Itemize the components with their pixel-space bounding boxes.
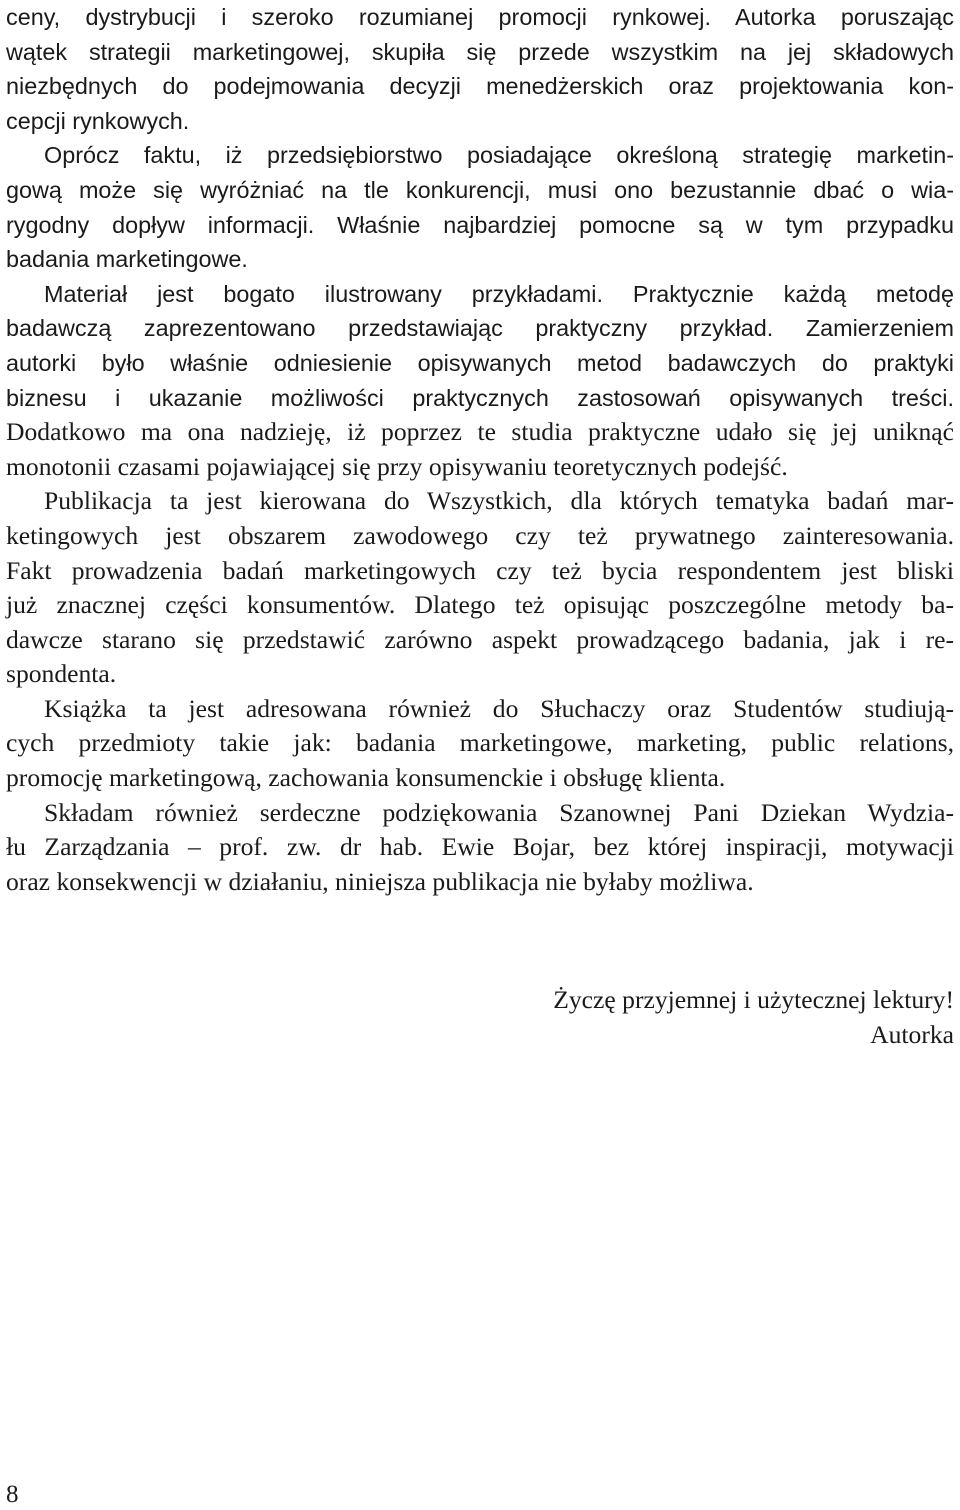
text-line: ceny, dystrybucji i szeroko rozumianej promocji rynkowej. Autorka poruszając bbox=[6, 4, 954, 30]
text-line: Książka ta jest adresowana również do Słuchaczy oraz Studentów studiują- bbox=[44, 693, 954, 723]
page-body bbox=[6, 0, 954, 899]
author-signature: Autorka bbox=[870, 1020, 954, 1049]
text-line: niezbędnych do podejmowania decyzji menedżerskich oraz projektowania kon- bbox=[6, 73, 954, 100]
text-line: Składam również serdeczne podziękowania Szanownej Pani Dziekan Wydzia- bbox=[44, 797, 954, 827]
page-number: 8 bbox=[6, 1481, 19, 1508]
text-line: Fakt prowadzenia badań marketingowych czy też bycia respondentem jest bliski bbox=[6, 555, 954, 585]
closing-block bbox=[553, 982, 954, 1052]
text-line: badawczą zaprezentowano przedstawiając praktyczny przykład. Zamierzeniem bbox=[6, 315, 954, 342]
text-line: promocję marketingową, zachowania konsumenckie i obsługę klienta. bbox=[6, 763, 726, 793]
text-line: oraz konsekwencji w działaniu, niniejsza publikacja nie byłaby możliwa. bbox=[6, 866, 754, 896]
text-line: już znacznej części konsumentów. Dlatego też opisując poszczególne metody ba- bbox=[6, 590, 954, 620]
text-line: Publikacja ta jest kierowana do Wszystkich, dla których tematyka badań mar- bbox=[44, 486, 954, 516]
text-line: Dodatkowo ma ona nadzieję, iż poprzez te studia praktyczne udało się jej uniknąć bbox=[6, 417, 954, 447]
text-line: cych przedmioty takie jak: badania marketingowe, marketing, public relations, bbox=[6, 728, 954, 758]
text-line: ketingowych jest obszarem zawodowego czy też prywatnego zainteresowania. bbox=[6, 520, 954, 550]
text-line: biznesu i ukazanie możliwości praktycznych zastosowań opisywanych treści. bbox=[6, 384, 954, 411]
text-line: spondenta. bbox=[6, 659, 117, 689]
text-line: łu Zarządzania – prof. zw. dr hab. Ewie Bojar, bez której inspiracji, motywacji bbox=[6, 832, 954, 862]
text-line: rygodny dopływ informacji. Właśnie najbardziej pomocne są w tym przypadku bbox=[6, 211, 954, 238]
text-line: autorki było właśnie odniesienie opisywanych metod badawczych do praktyki bbox=[6, 349, 954, 376]
text-line: cepcji rynkowych. bbox=[6, 107, 190, 134]
text-line: wątek strategii marketingowej, skupiła się przede wszystkim na jej składowych bbox=[6, 38, 954, 65]
text-line: gową może się wyróżniać na tle konkurencji, musi ono bezustannie dbać o wia- bbox=[6, 176, 954, 203]
text-line: dawcze starano się przedstawić zarówno aspekt prowadzącego badania, jak i re- bbox=[6, 624, 954, 654]
text-line: Oprócz faktu, iż przedsiębiorstwo posiadające określoną strategię marketin- bbox=[44, 142, 954, 169]
text-line: badania marketingowe. bbox=[6, 246, 248, 273]
closing-wish: Życzę przyjemnej i użytecznej lektury! bbox=[553, 985, 954, 1014]
text-line: Materiał jest bogato ilustrowany przykładami. Praktycznie każdą metodę bbox=[44, 280, 954, 307]
text-line: monotonii czasami pojawiającej się przy opisywaniu teoretycznych podejść. bbox=[6, 451, 788, 481]
